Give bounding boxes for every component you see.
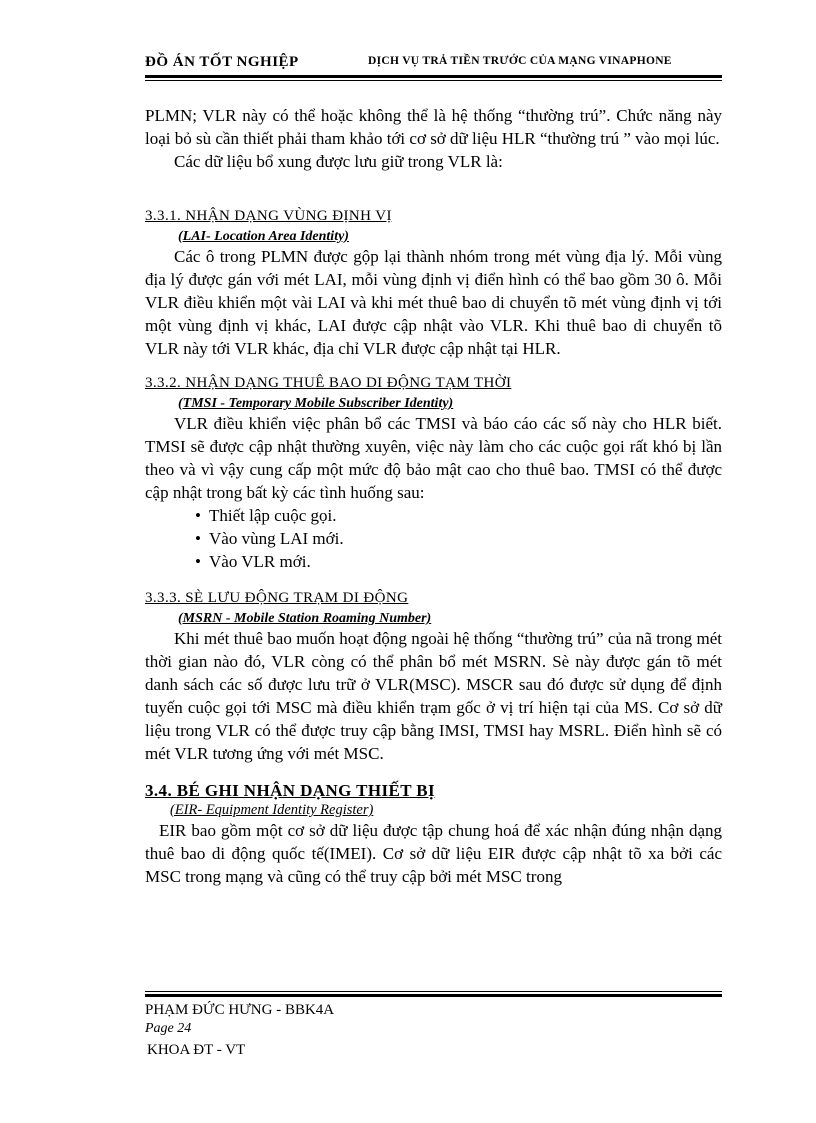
footer-rule-thin	[145, 991, 722, 992]
section-subtitle: (EIR- Equipment Identity Register)	[170, 802, 374, 818]
bullet-list	[145, 504, 722, 573]
list-item: • Vào VLR mới.	[195, 552, 311, 571]
section-body: Các ô trong PLMN được gộp lại thành nhóm trong mét vùng địa lý. Mỗi vùng địa lý được gán với mét LAI, mỗi vùng định vị điển hình có thể bao gồm 30 ô. Mỗi VLR điều khiển một vài LAI và khi mét thuê bao di chuyển tõ mét vùng định vị tới một vùng định vị khác, LAI được cập nhật vào VLR. Khi thuê bao di chuyển tõ VLR này tới VLR khác, địa chỉ VLR được cập nhật tại HLR.	[145, 247, 722, 358]
section-title: 3.3.3. SÈ LƯU ĐỘNG TRẠM DI ĐỘNG	[145, 590, 409, 606]
bullet-icon: •	[195, 506, 201, 525]
section-body: VLR điều khiển việc phân bổ các TMSI và báo cáo các số này cho HLR biết. TMSI sẽ được cập nhật thường xuyên, việc này làm cho các cuộc gọi rất khó bị lần theo và vì vậy cung cấp một mức độ bảo mật cao cho thuê bao. TMSI có thể được cập nhật trong bất kỳ các tình huống sau:	[145, 414, 722, 502]
section-subtitle: (LAI- Location Area Identity)	[178, 229, 349, 244]
bullet-icon: •	[195, 552, 201, 571]
section-3-3-2	[145, 370, 722, 573]
intro-lead-in: Các dữ liệu bổ xung được lưu giữ trong VLR là:	[174, 152, 503, 171]
section-title: 3.3.2. NHẬN DẠNG THUÊ BAO DI ĐỘNG TẠM THỜI	[145, 375, 512, 391]
section-title: 3.4. BÉ GHI NHẬN DẠNG THIẾT BỊ	[145, 781, 436, 800]
footer-author: PHẠM ĐỨC HƯNG - BBK4A	[145, 1002, 335, 1018]
bullet-icon: •	[195, 529, 201, 548]
section-3-3-3	[145, 585, 722, 765]
intro-paragraph: PLMN; VLR này có thể hoặc không thể là hệ thống “thường trú”. Chức năng này loại bỏ sù cần thiết phải tham khảo tới cơ sở dữ liệu HLR “thường trú ” vào mọi lúc.	[145, 106, 722, 148]
list-item: • Vào vùng LAI mới.	[195, 529, 344, 548]
footer-page-number: Page 24	[145, 1021, 192, 1036]
header-rule-thick	[145, 75, 722, 78]
section-3-4	[145, 779, 722, 888]
header-rule-thin	[145, 80, 722, 81]
section-body: Khi mét thuê bao muốn hoạt động ngoài hệ thống “thường trú” của nã trong mét thời gian nào đó, VLR còng có thể phân bổ mét MSRN. Sè này được gán tõ mét danh sách các số được lưu trữ ở VLR(MSC). MSCR sau đó được sử dụng để định tuyến cuộc gọi tới MSC mà điều khiển trạm gốc ở vị trí hiện tại của MS. Cơ sở dữ liệu trong VLR có thể được truy cập bằng IMSI, TMSI hay MSRL. Điển hình sẽ có mét VLR tương ứng với mét MSC.	[145, 629, 722, 763]
footer-rule-thick	[145, 994, 722, 997]
section-body: EIR bao gồm một cơ sở dữ liệu được tập chung hoá để xác nhận đúng nhận dạng thuê bao di động quốc tế(IMEI). Cơ sở dữ liệu EIR được cập nhật tõ xa bởi các MSC trong mạng và cũng có thể truy cập bởi mét MSC trong	[145, 821, 722, 886]
section-3-3-1	[145, 203, 722, 360]
page-body	[145, 104, 722, 888]
header-right-title: DỊCH VỤ TRẢ TIỀN TRƯỚC CỦA MẠNG VINAPHONE	[368, 55, 672, 67]
section-subtitle: (MSRN - Mobile Station Roaming Number)	[178, 611, 432, 626]
header-left-title: ĐỒ ÁN TỐT NGHIỆP	[145, 54, 299, 70]
section-title: 3.3.1. NHẬN DẠNG VÙNG ĐỊNH VỊ	[145, 208, 392, 224]
footer-department: KHOA ĐT - VT	[147, 1042, 246, 1058]
list-item: • Thiết lập cuộc gọi.	[195, 506, 337, 525]
section-subtitle: (TMSI - Temporary Mobile Subscriber Identity)	[178, 396, 454, 411]
